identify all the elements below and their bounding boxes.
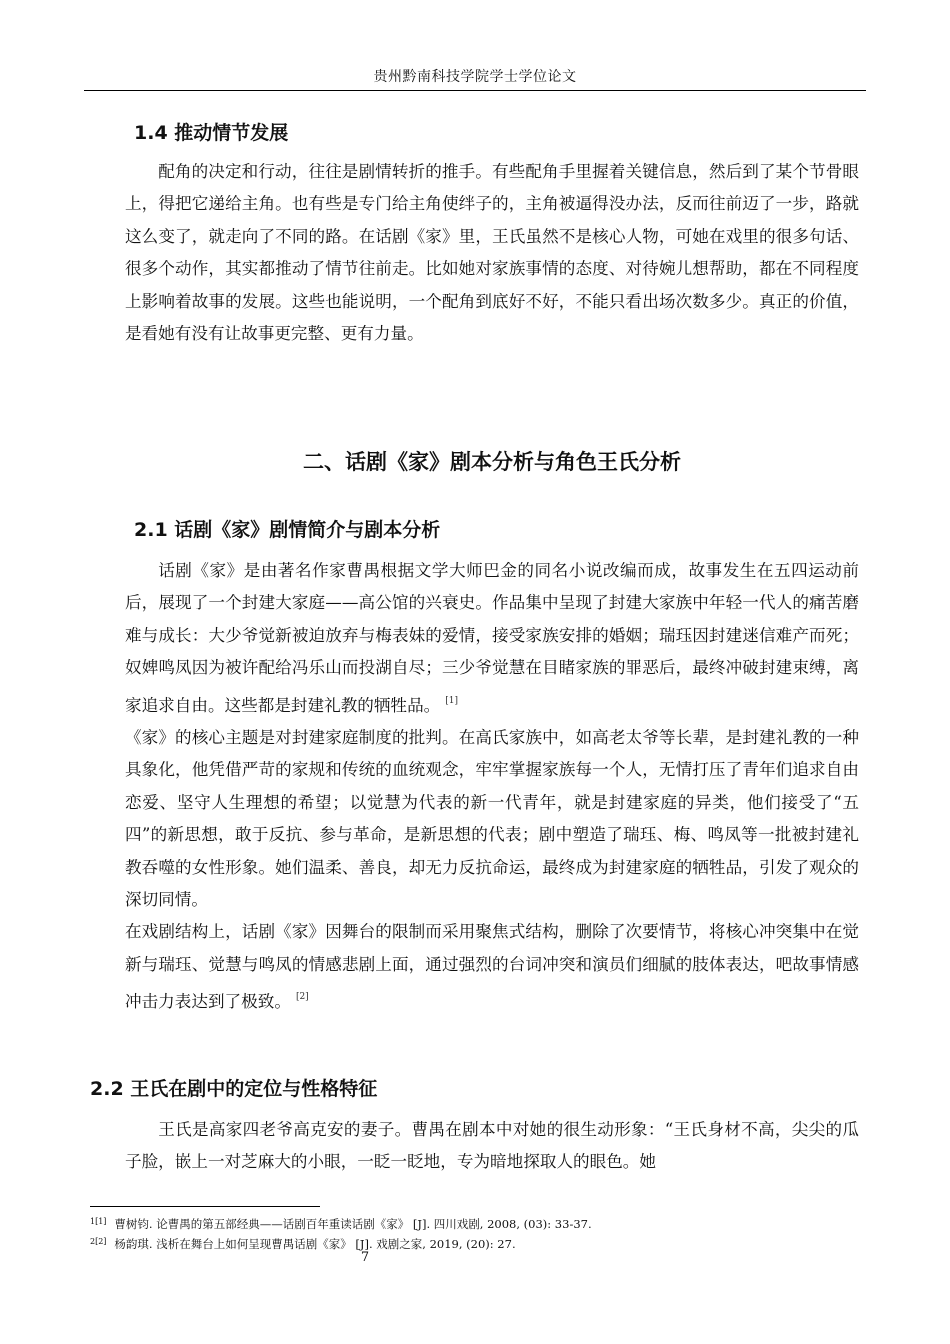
section-2-2-heading: 2.2 王氏在剧中的定位与性格特征 [90, 1078, 378, 1100]
running-header: 贵州黔南科技学院学士学位论文 [373, 69, 577, 85]
footnote-mark: 1[1] [90, 1217, 107, 1226]
header-rule [84, 90, 866, 91]
paragraph [125, 722, 859, 916]
footnote-text: 杨韵琪. 浅析在舞台上如何呈现曹禺话剧《家》 [J]. 戏剧之家, 2019, (20): 27. [114, 1237, 516, 1251]
section-2-1-heading: 2.1 话剧《家》剧情简介与剧本分析 [134, 519, 441, 541]
citation-mark: [1] [445, 695, 459, 706]
paragraph: 王氏是高家四老爷高克安的妻子。曹禺在剧本中对她的很生动形象：“王氏身材不高，尖尖的瓜子脸，嵌上一对芝麻大的小眼，一眨一眨地，专为暗地探取人的眼色。她 [125, 1120, 859, 1172]
footnotes [90, 1213, 870, 1253]
paragraph [125, 555, 859, 722]
paragraph-text: 《家》的核心主题是对封建家庭制度的批判。在高氏家族中，如高老太爷等长辈，是封建礼教的一种具象化，他凭借严苛的家规和传统的血统观念，牢牢掌握家族每一个人，无情打压了青年们追求自由恋爱、坚守人生理想的希望；以觉慧为代表的新一代青年，就是封建家庭的异类，他们接受了“五四”的新思想，敢于反抗、参与革命，是新思想的代表；剧中塑造了瑞珏、梅、鸣凤等一批被封建礼教吞噬的女性形象。她们温柔、善良，却无力反抗命运，最终成为封建家庭的牺牲品，引发了观众的深切同情。 [125, 728, 859, 910]
section-1-4-heading: 1.4 推动情节发展 [134, 122, 289, 144]
chapter-2-heading: 二、话剧《家》剧本分析与角色王氏分析 [303, 450, 681, 474]
paragraph: 配角的决定和行动，往往是剧情转折的推手。有些配角手里握着关键信息，然后到了某个节骨眼上，得把它递给主角。也有些是专门给主角使绊子的，主角被逼得没办法，反而往前迈了一步，路就这么变了，就走向了不同的路。在话剧《家》里，王氏虽然不是核心人物，可她在戏里的很多句话、很多个动作，其实都推动了情节往前走。比如她对家族事情的态度、对待婉儿想帮助，都在不同程度上影响着故事的发展。这些也能说明，一个配角到底好不好，不能只看出场次数多少。真正的价值，是看她有没有让故事更完整、更有力量。 [125, 162, 859, 344]
section-2-2-body [125, 1114, 859, 1179]
paragraph-text: 话剧《家》是由著名作家曹禺根据文学大师巴金的同名小说改编而成，故事发生在五四运动前后，展现了一个封建大家庭——高公馆的兴衰史。作品集中呈现了封建大家族中年轻一代人的痛苦磨难与成长：大少爷觉新被迫放弃与梅表妹的爱情，接受家族安排的婚姻；瑞珏因封建迷信难产而死；奴婢鸣凤因为被许配给冯乐山而投湖自尽；三少爷觉慧在目睹家族的罪恶后，最终冲破封建束缚，离家追求自由。这些都是封建礼教的牺牲品。 [125, 561, 859, 715]
page-number: 7 [360, 1250, 370, 1265]
paragraph [125, 916, 859, 1018]
footnote [90, 1213, 870, 1233]
footnote-mark: 2[2] [90, 1237, 107, 1246]
section-2-1-body [125, 555, 859, 1019]
footnote-text: 曹树钧. 论曹禺的第五部经典——话剧百年重读话剧《家》 [J]. 四川戏剧, 2008, (03): 33-37. [114, 1217, 592, 1231]
paragraph-text: 在戏剧结构上，话剧《家》因舞台的限制而采用聚焦式结构，删除了次要情节，将核心冲突集中在觉新与瑞珏、觉慧与鸣凤的情感悲剧上面，通过强烈的台词冲突和演员们细腻的肢体表达，吧故事情感冲击力表达到了极致。 [125, 922, 859, 1012]
citation-mark: [2] [295, 992, 309, 1003]
footnote-rule [90, 1206, 320, 1207]
section-1-4-body [125, 156, 859, 350]
